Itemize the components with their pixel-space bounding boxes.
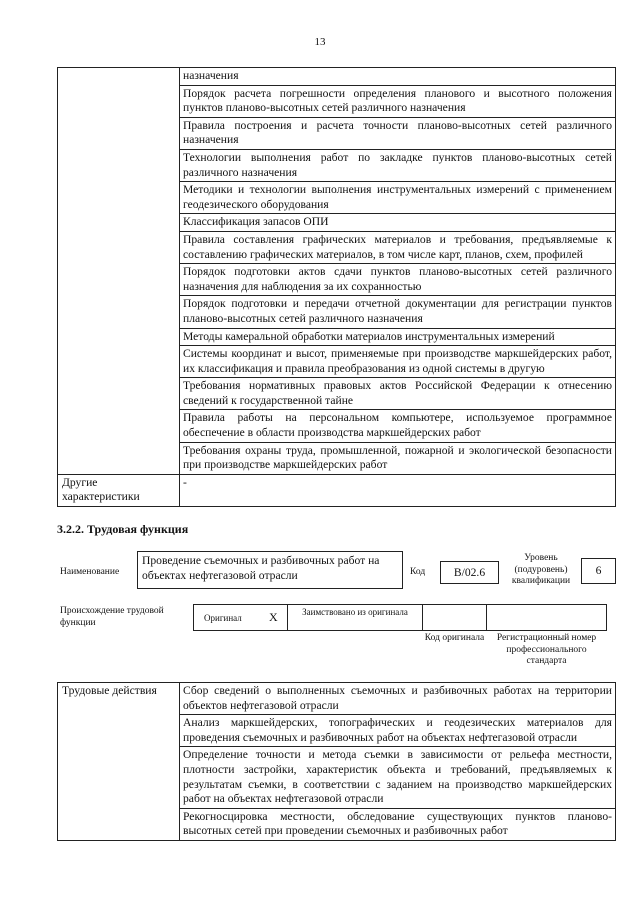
labor-action-item: Анализ маркшейдерских, топографических и геодезических материалов для проведения съемочных и разбивочных работ на объектах нефтегазовой отрасли [180, 715, 616, 747]
knowledge-item: Порядок подготовки и передачи отчетной документации для регистрации пунктов планово-высотных сетей различного назначения [180, 296, 616, 328]
labor-action-item: Определение точности и метода съемки в зависимости от рельефа местности, плотности застройки, характеристик объекта и требований, предъявляемых к результатам съемки, в соответствии с заданием на производство маркшейдерских работ на объектах нефтегазовой отрасли [180, 747, 616, 808]
knowledge-item: Правила составления графических материалов и требования, предъявляемые к составлению графических материалов, в том числе карт, планов, схем, профилей [180, 231, 616, 263]
level-box: 6 [581, 558, 616, 584]
reg-number-caption: Регистрационный номер профессионального стандарта [496, 633, 597, 666]
labor-action-item: Сбор сведений о выполненных съемочных и разбивочных работах на территории объектов нефтегазовой отрасли [180, 683, 616, 715]
labor-actions-label: Трудовые действия [58, 683, 180, 841]
knowledge-table [57, 67, 616, 507]
code-label: Код [410, 567, 426, 577]
knowledge-item: Порядок подготовки актов сдачи пунктов планово-высотных сетей различного назначения для наблюдения за их сохранностью [180, 264, 616, 296]
knowledge-item: Технологии выполнения работ по закладке пунктов планово-высотных сетей различного назначения [180, 149, 616, 181]
knowledge-item: Классификация запасов ОПИ [180, 214, 616, 232]
knowledge-item: Требования нормативных правовых актов Российской Федерации к отнесению сведений к государственной тайне [180, 378, 616, 410]
other-characteristics-label: Другие характеристики [58, 474, 180, 506]
knowledge-item: Порядок расчета погрешности определения планового и высотного положения пунктов планово-высотных сетей различного назначения [180, 85, 616, 117]
original-code-caption: Код оригинала [424, 633, 485, 643]
knowledge-item: Правила построения и расчета точности планово-высотных сетей различного назначения [180, 117, 616, 149]
page-number: 13 [314, 36, 326, 48]
level-label: Уровень (подуровень) квалификации [511, 553, 571, 586]
knowledge-item: Системы координат и высот, применяемые при производстве маркшейдерских работ, их классификация и правила преобразования из одной системы в другую [180, 346, 616, 378]
knowledge-item: назначения [180, 68, 616, 86]
section-title: 3.2.2. Трудовая функция [57, 522, 189, 536]
origin-label: Происхождение трудовой функции [60, 606, 164, 628]
knowledge-item: Методики и технологии выполнения инструментальных измерений с применением геодезического оборудования [180, 182, 616, 214]
other-characteristics-value: - [180, 474, 616, 506]
original-cell [193, 604, 288, 631]
function-name-box: Проведение съемочных и разбивочных работ на объектах нефтегазовой отрасли [137, 551, 403, 589]
row-label-cell [58, 68, 180, 475]
function-code-box: B/02.6 [440, 561, 499, 584]
original-mark: X [269, 610, 278, 624]
table-row [58, 68, 616, 86]
reg-number-cell [486, 604, 607, 631]
knowledge-item: Требования охраны труда, промышленной, пожарной и экологической безопасности при производстве маркшейдерских работ [180, 442, 616, 474]
table-row [58, 474, 616, 506]
name-label: Наименование [60, 567, 120, 577]
labor-action-item: Рекогносцировка местности, обследование существующих пунктов планово-высотных сетей при проведении съемочных и разбивочных работ [180, 808, 616, 840]
origin-row [193, 604, 607, 631]
labor-actions-table [57, 682, 616, 841]
knowledge-item: Методы камеральной обработки материалов инструментальных измерений [180, 328, 616, 346]
borrowed-cell [287, 604, 423, 631]
borrowed-label: Заимствовано из оригинала [302, 607, 408, 617]
original-label: Оригинал [204, 613, 242, 623]
original-code-cell [422, 604, 487, 631]
table-row [58, 683, 616, 715]
knowledge-item: Правила работы на персональном компьютере, используемое программное обеспечение в области производства маркшейдерских работ [180, 410, 616, 442]
